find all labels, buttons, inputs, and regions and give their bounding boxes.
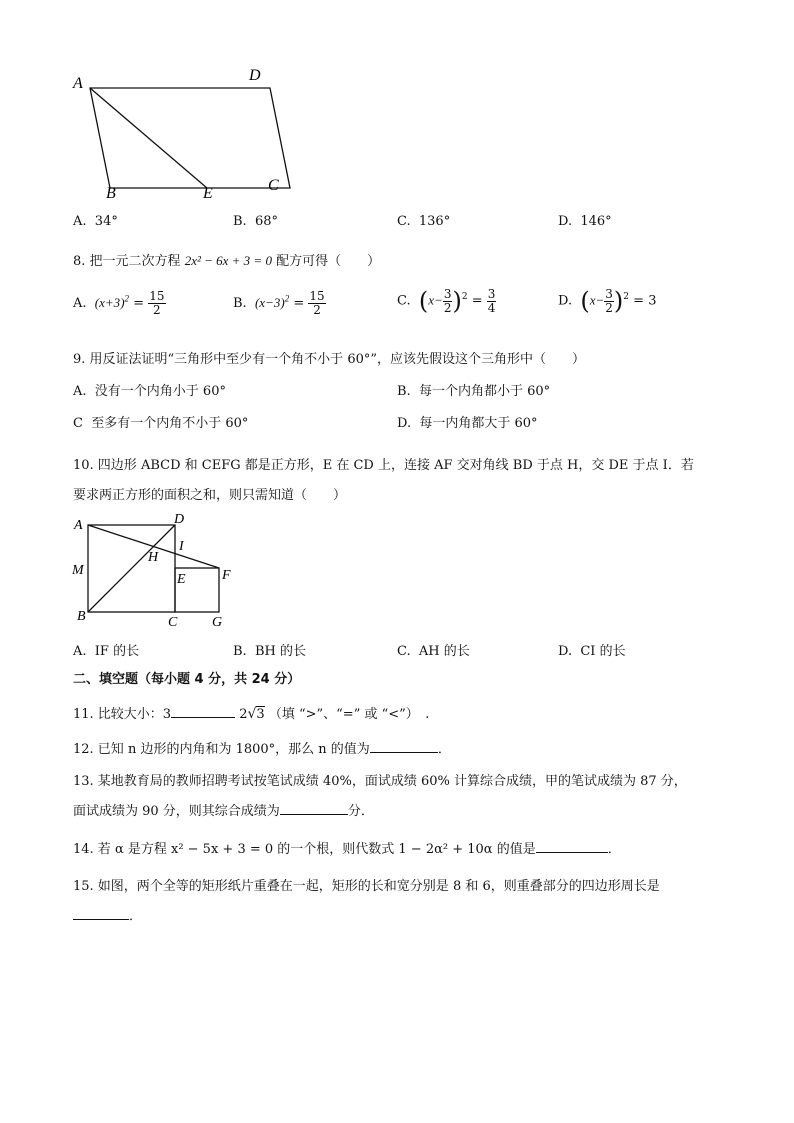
q15-line2: ．	[73, 905, 142, 924]
q14: 14. 若 α 是方程 x² − 5x + 3 = 0 的一个根，则代数式 1 − 2α² + 10α 的值是 ．	[73, 842, 621, 857]
label-d: D	[249, 67, 261, 84]
q15-answer-blank[interactable]	[73, 907, 129, 920]
label-e: E	[177, 572, 186, 587]
q13-line1: 13. 某地教育局的教师招聘考试按笔试成绩 40%，面试成绩 60% 计算综合成绩，甲的笔试成绩为 87 分，	[73, 774, 687, 789]
figure-two-squares	[66, 505, 246, 630]
q11-answer-blank[interactable]	[171, 705, 235, 718]
label-i: I	[179, 539, 184, 554]
label-d: D	[174, 512, 185, 527]
q10-stem-line2: 要求两正方形的面积之和，则只需知道（ ）	[73, 488, 347, 503]
q9-stem: 9. 用反证法证明“三角形中至少有一个角不小于 60°”，应该先假设这个三角形中（ ）	[73, 352, 586, 367]
q10-stem-line1: 10. 四边形 ABCD 和 CEFG 都是正方形，E 在 CD 上，连接 AF 交对角线 BD 于点 H，交 DE 于点 I．若	[73, 458, 694, 473]
label-b: B	[106, 185, 116, 202]
label-h: H	[148, 550, 159, 565]
q8-option-d[interactable]: D. (x− $\frac{3}{2}$ )$^2$ = 3	[558, 286, 657, 315]
label-c: C	[268, 177, 279, 194]
q8-option-c[interactable]: C. (x− $\frac{3}{2}$ )$^2$ = $\frac{3}{4}$	[397, 286, 496, 315]
label-f: F	[222, 568, 231, 583]
q10-option-a[interactable]: A. IF 的长	[73, 644, 140, 659]
q8-stem: 8. 把一元二次方程 2x² − 6x + 3 = 0 配方可得（ ）	[73, 253, 381, 269]
q12-answer-blank[interactable]	[370, 740, 438, 753]
q9-option-b[interactable]: B. 每一个内角都小于 60°	[397, 384, 551, 399]
q7-option-b[interactable]: B. 68°	[233, 214, 278, 229]
label-a: A	[73, 75, 83, 92]
q13-answer-blank[interactable]	[280, 802, 348, 815]
q7-option-d[interactable]: D. 146°	[558, 214, 612, 229]
q12: 12. 已知 n 边形的内角和为 1800°，那么 n 的值为 ．	[73, 742, 451, 757]
q10-option-b[interactable]: B. BH 的长	[233, 644, 306, 659]
diagonal-bd	[88, 525, 175, 612]
q13-line2: 面试成绩为 90 分，则其综合成绩为 分．	[73, 804, 374, 819]
q9-option-d[interactable]: D. 每一内角都大于 60°	[397, 416, 538, 431]
q15-line1: 15. 如图，两个全等的矩形纸片重叠在一起，矩形的长和宽分别是 8 和 6，则重叠部分的四边形周长是	[73, 879, 660, 894]
q10-option-c[interactable]: C. AH 的长	[397, 644, 470, 659]
q11: 11. 比较大小：3 2√3 （填 “>”、“=” 或 “<”） .	[73, 706, 430, 722]
q9-option-c[interactable]: C 至多有一个内角不小于 60°	[73, 416, 249, 431]
label-e: E	[203, 185, 213, 202]
q14-answer-blank[interactable]	[536, 840, 608, 853]
section-heading: 二、填空题（每小题 4 分，共 24 分）	[73, 672, 301, 687]
label-a: A	[74, 518, 83, 533]
figure-parallelogram	[60, 60, 300, 205]
q10-option-d[interactable]: D. CI 的长	[558, 644, 626, 659]
q8-option-a[interactable]: A. $(x+3)^2$ = $\frac{15}{2}$	[73, 289, 165, 317]
label-c: C	[168, 615, 178, 630]
q9-option-a[interactable]: A. 没有一个内角小于 60°	[73, 384, 226, 399]
label-m: M	[72, 563, 84, 578]
q7-option-c[interactable]: C. 136°	[397, 214, 451, 229]
q7-option-a[interactable]: A. 34°	[73, 214, 118, 229]
q8-option-b[interactable]: B. $(x-3)^2$ = $\frac{15}{2}$	[233, 289, 325, 317]
label-b: B	[77, 609, 86, 624]
label-g: G	[212, 615, 223, 630]
